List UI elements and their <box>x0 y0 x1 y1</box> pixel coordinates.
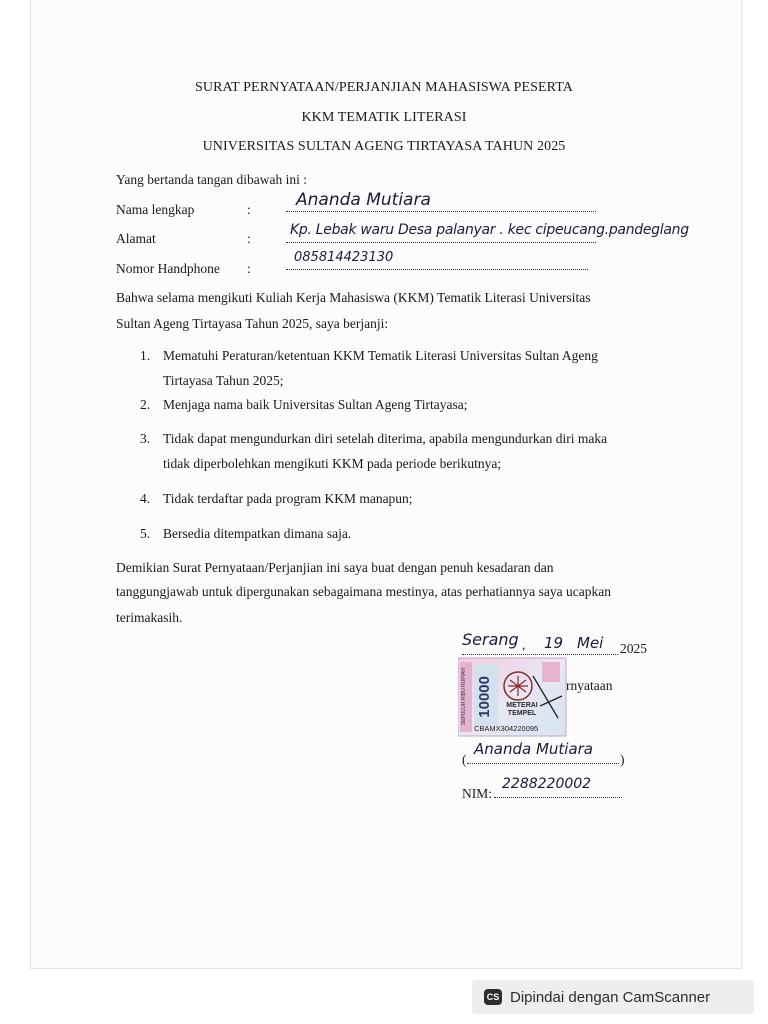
promise-1-number: 1. <box>140 348 151 363</box>
name-dotted-line <box>286 211 596 212</box>
doc-title-line1: SURAT PERNYATAAN/PERJANJIAN MAHASISWA PESERTA <box>194 80 574 95</box>
close-paren: ) <box>620 752 625 767</box>
stamp-side-text: SEPULUH RIBU RUPIAH <box>461 668 467 726</box>
phone-value: 085814423130 <box>294 250 394 265</box>
address-colon: : <box>247 231 251 246</box>
promise-4-line1: Tidak terdaftar pada program KKM manapun; <box>163 491 413 506</box>
phone-label: Nomor Handphone <box>116 261 220 276</box>
nim-dotted-line <box>494 797 622 798</box>
signer-name: Ananda Mutiara <box>474 740 593 758</box>
statement-line1: Bahwa selama mengikuti Kuliah Kerja Mahasiswa (KKM) Tematik Literasi Universitas <box>116 290 591 305</box>
stamp-serial: CBAMX304220095 <box>474 724 539 733</box>
promise-3-number: 3. <box>140 431 151 446</box>
date-month: Mei <box>577 634 604 652</box>
address-value: Kp. Lebak waru Desa palanyar . kec cipeucang.pandeglang <box>290 222 689 238</box>
promise-3-line2: tidak diperbolehkan mengikuti KKM pada periode berikutnya; <box>163 456 502 471</box>
closing-line3: terimakasih. <box>116 610 183 625</box>
date-city: Serang <box>462 630 519 649</box>
name-colon: : <box>247 202 251 217</box>
meterai-stamp <box>458 656 568 738</box>
promise-5-number: 5. <box>140 526 151 541</box>
signer-role-text: rnyataan <box>566 678 613 693</box>
nim-value: 2288220002 <box>502 776 592 792</box>
stamp-value: 10000 <box>476 676 493 718</box>
camscanner-watermark <box>472 980 754 1014</box>
promise-2-line1: Menjaga nama baik Universitas Sultan Ageng Tirtayasa; <box>163 397 468 412</box>
stamp-label: METERAI TEMPEL <box>506 702 538 717</box>
closing-line2: tanggungjawab untuk dipergunakan sebagaimana mestinya, atas perhatiannya saya ucapkan <box>116 584 611 599</box>
address-dotted-line <box>286 242 596 243</box>
open-paren: ( <box>462 752 467 767</box>
camscanner-icon: CS <box>484 989 502 1005</box>
date-dotted-line <box>462 654 618 655</box>
nim-label: NIM: <box>462 786 492 801</box>
phone-dotted-line <box>286 269 588 270</box>
address-label: Alamat <box>116 231 156 246</box>
name-value: Ananda Mutiara <box>296 190 431 210</box>
date-day: 19 <box>544 634 564 652</box>
intro-text: Yang bertanda tangan dibawah ini : <box>116 172 307 187</box>
date-comma: , <box>522 637 526 652</box>
promise-5-line1: Bersedia ditempatkan dimana saja. <box>163 526 352 541</box>
promise-1-line1: Mematuhi Peraturan/ketentuan KKM Tematik Literasi Universitas Sultan Ageng <box>163 348 598 363</box>
date-year: 2025 <box>620 641 647 656</box>
promise-4-number: 4. <box>140 491 151 506</box>
statement-line2: Sultan Ageng Tirtayasa Tahun 2025, saya berjanji: <box>116 316 389 331</box>
promise-3-line1: Tidak dapat mengundurkan diri setelah diterima, apabila mengundurkan diri maka <box>163 431 608 446</box>
closing-line1: Demikian Surat Pernyataan/Perjanjian ini saya buat dengan penuh kesadaran dan <box>116 560 554 575</box>
name-label: Nama lengkap <box>116 202 195 217</box>
doc-title-line3: UNIVERSITAS SULTAN AGENG TIRTAYASA TAHUN 2025 <box>202 139 566 154</box>
promise-2-number: 2. <box>140 397 151 412</box>
signer-name-dotted-line <box>467 763 619 764</box>
doc-title-line2: KKM TEMATIK LITERASI <box>301 110 467 125</box>
camscanner-text: Dipindai dengan CamScanner <box>510 988 711 1006</box>
promise-1-line2: Tirtayasa Tahun 2025; <box>163 373 284 388</box>
phone-colon: : <box>247 261 251 276</box>
